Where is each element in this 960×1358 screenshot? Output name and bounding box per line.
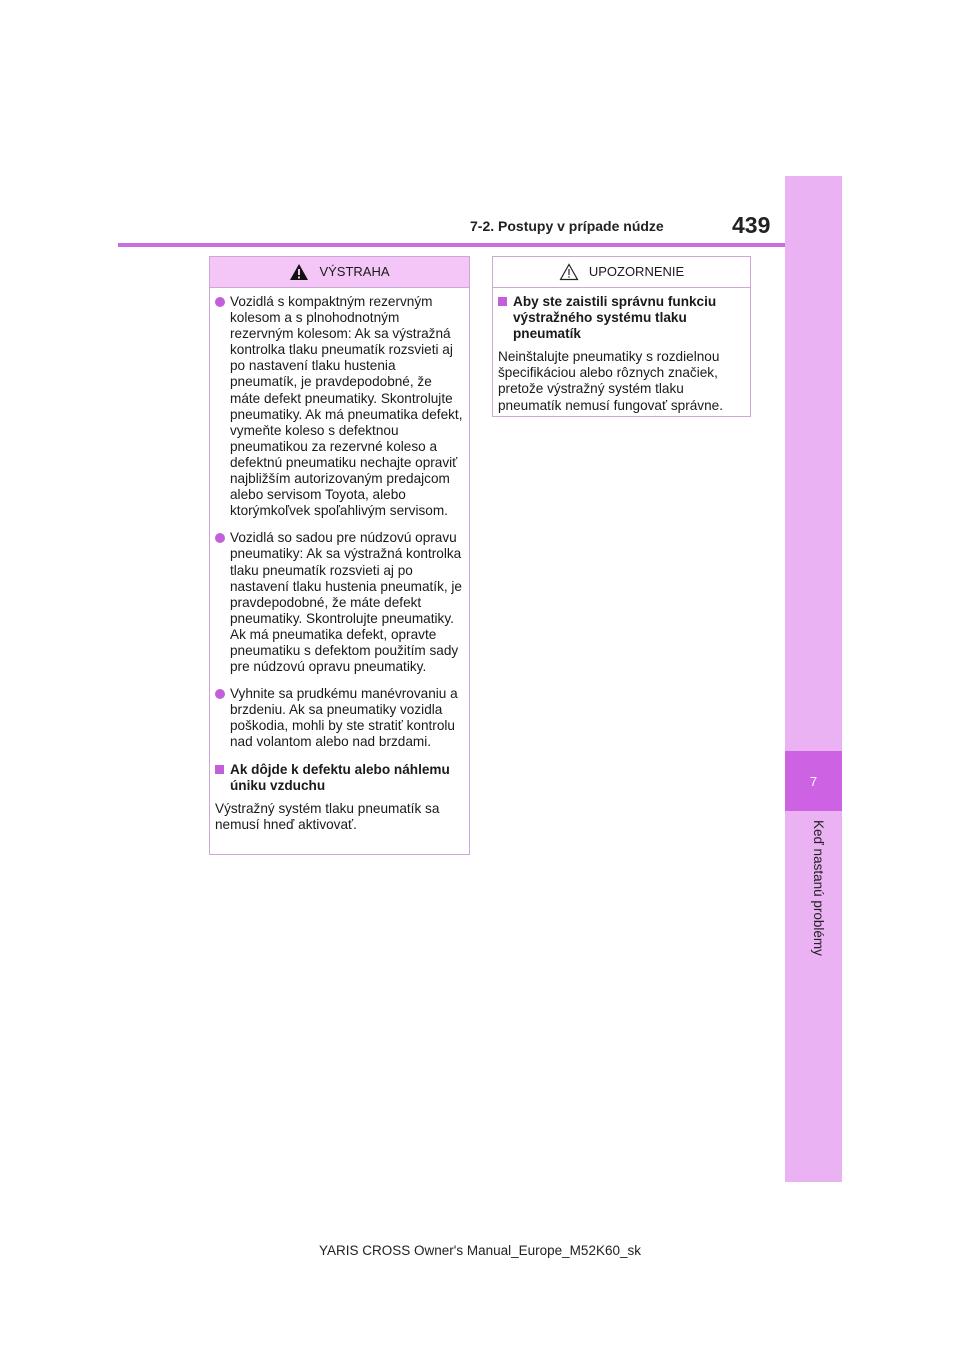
chapter-side-tab (785, 176, 842, 1182)
warning-triangle-icon (289, 263, 309, 281)
caution-triangle-icon (559, 263, 579, 281)
warning-header (210, 257, 469, 288)
bullet-icon (215, 297, 225, 307)
warning-subtext: Výstražný systém tlaku pneumatík sa nemusí hneď aktivovať. (215, 800, 440, 832)
square-bullet-icon (215, 765, 224, 774)
bullet-icon (215, 689, 225, 699)
warning-box (209, 256, 470, 855)
warning-item-text: Vozidlá s kompaktným rezervným kolesom a s plnohodnotným rezervným kolesom: Ak sa výstražná kontrolka tlaku pneumatík rozsvieti aj po nastavení tlaku hustenia pneumatík, je pravdepodobné, že máte defekt pneumatiky. Skontrolujte pneumatiky. Ak má pneumatika defekt, vymeňte koleso s defektnou pneumatikou za rezervné koleso a defektnú pneumatiku nechajte opraviť najbližším autorizovaným predajcom alebo servisom Toyota, alebo ktorýmkoľvek spoľahlivým servisom. (230, 294, 463, 519)
warning-item-text: Vozidlá so sadou pre núdzovú opravu pneumatiky: Ak sa výstražná kontrolka tlaku pneumatík rozsvieti aj po nastavení tlaku hustenia pneumatík, je pravdepodobné, že máte defekt pneumatiky. Skontrolujte pneumatiky. Ak má pneumatika defekt, opravte pneumatiku s defektom použitím sady pre núdzovú opravu pneumatiky. (230, 530, 462, 675)
caution-box (492, 256, 751, 417)
warning-body (210, 288, 469, 833)
list-item (215, 530, 464, 675)
section-title: 7-2. Postupy v prípade núdze (470, 218, 664, 234)
warning-subheading (215, 762, 464, 794)
warning-title: VÝSTRAHA (319, 263, 390, 279)
list-item (215, 686, 464, 750)
footer-text: YARIS CROSS Owner's Manual_Europe_M52K60_sk (319, 1243, 641, 1258)
bullet-icon (215, 533, 225, 543)
caution-subtext: Neinštalujte pneumatiky s rozdielnou špecifikáciou alebo rôznych značiek, pretože výstražný systém tlaku pneumatík nemusí fungovať správne. (498, 349, 723, 413)
chapter-label: Keď nastanú problémy (811, 820, 826, 956)
caution-subheading-text: Aby ste zaistili správnu funkciu výstražného systému tlaku pneumatík (513, 294, 717, 342)
list-item (215, 294, 464, 519)
chapter-number: 7 (785, 751, 842, 811)
caution-header (493, 257, 750, 288)
caution-body (493, 288, 750, 414)
header-divider (118, 243, 785, 247)
warning-item-text: Vyhnite sa prudkému manévrovaniu a brzdeniu. Ak sa pneumatiky vozidla poškodia, mohli by ste stratiť kontrolu nad volantom alebo nad brzdami. (230, 686, 458, 750)
warning-subheading-text: Ak dôjde k defektu alebo náhlemu úniku vzduchu (230, 761, 450, 793)
page-number: 439 (732, 212, 771, 238)
square-bullet-icon (498, 297, 507, 306)
caution-subheading (498, 294, 745, 342)
caution-title: UPOZORNENIE (588, 263, 685, 279)
